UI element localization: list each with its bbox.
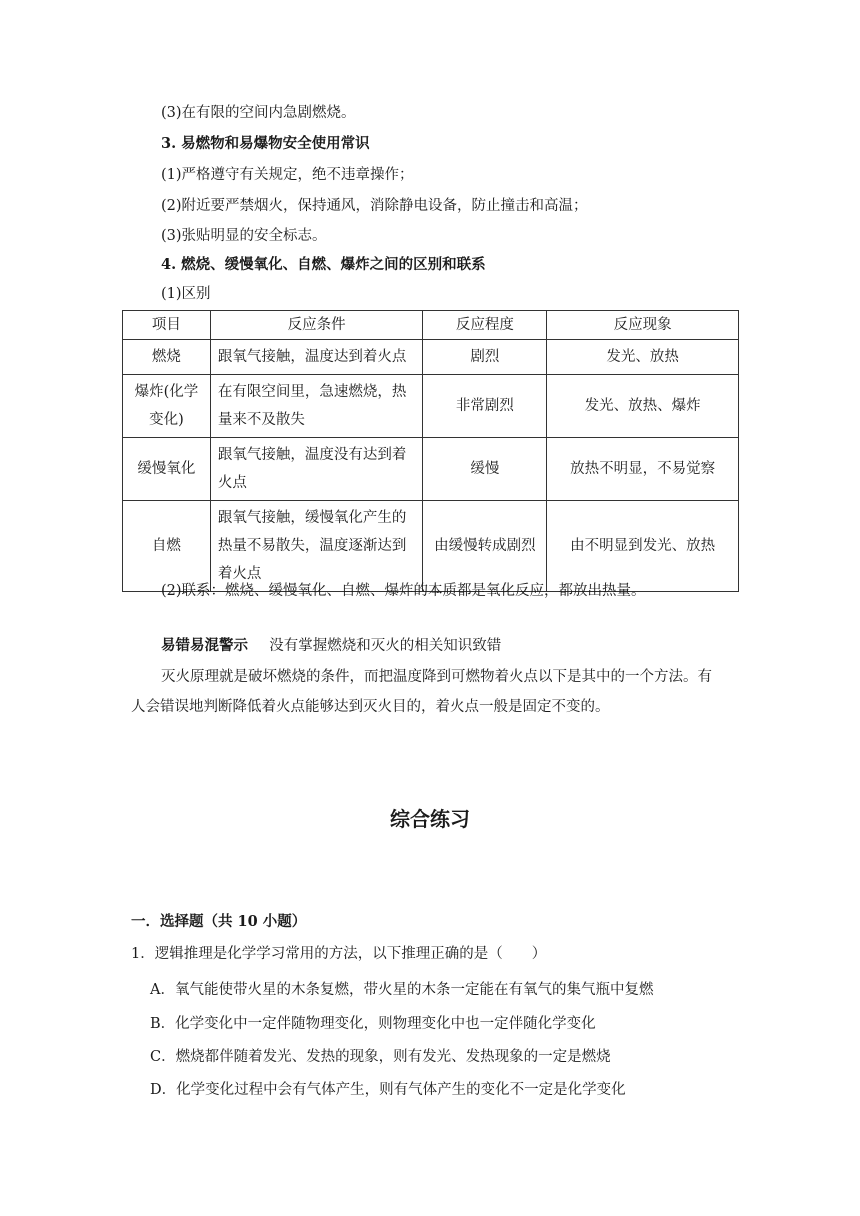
warning-heading — [161, 636, 501, 656]
table-cell: 在有限空间里，急速燃烧，热量来不及散失 — [210, 375, 423, 438]
table-cell: 燃烧 — [123, 340, 211, 375]
question-option: D．化学变化过程中会有气体产生，则有气体产生的变化不一定是化学变化 — [150, 1082, 626, 1098]
subheading: 3. 易燃物和易爆物安全使用常识 — [161, 135, 370, 152]
comparison-table — [122, 310, 739, 592]
question-option: A．氧气能使带火星的木条复燃，带火星的木条一定能在有氧气的集气瓶中复燃 — [150, 982, 654, 998]
warning-title: 没有掌握燃烧和灭火的相关知识致错 — [269, 638, 502, 654]
text-line: (1)严格遵守有关规定，绝不违章操作； — [161, 167, 414, 183]
text-line: (3)张贴明显的安全标志。 — [161, 228, 327, 244]
quiz-heading: 一．选择题（共 10 小题） — [131, 913, 307, 930]
warning-paragraph-line: 灭火原理就是破坏燃烧的条件，而把温度降到可燃物着火点以下是其中的一个方法。有 — [161, 669, 712, 685]
table-row — [123, 438, 739, 501]
table-row — [123, 375, 739, 438]
table-header-cell: 反应现象 — [547, 311, 739, 340]
table-cell: 剧烈 — [423, 340, 547, 375]
text-line: (2)附近要严禁烟火，保持通风，消除静电设备，防止撞击和高温； — [161, 198, 588, 214]
table-cell: 跟氧气接触，温度没有达到着火点 — [210, 438, 423, 501]
section-title: 综合练习 — [390, 807, 470, 831]
relation-text: (2)联系：燃烧、缓慢氧化、自燃、爆炸的本质都是氧化反应，都放出热量。 — [161, 583, 646, 599]
table-header-cell: 项目 — [123, 311, 211, 340]
question-option: C．燃烧都伴随着发光、发热的现象，则有发光、发热现象的一定是燃烧 — [150, 1049, 611, 1065]
table-cell: 缓慢氧化 — [123, 438, 211, 501]
table-cell: 放热不明显，不易觉察 — [547, 438, 739, 501]
table-header-cell: 反应程度 — [423, 311, 547, 340]
table-header-cell: 反应条件 — [210, 311, 423, 340]
table-cell: 缓慢 — [423, 438, 547, 501]
table-cell: 跟氧气接触，缓慢氧化产生的热量不易散失，温度逐渐达到着火点 — [210, 501, 423, 592]
text-line: (3)在有限的空间内急剧燃烧。 — [161, 105, 356, 121]
text-line: (1)区别 — [161, 286, 211, 302]
table-cell: 发光、放热 — [547, 340, 739, 375]
table-cell: 由缓慢转成剧烈 — [423, 501, 547, 592]
table-cell: 发光、放热、爆炸 — [547, 375, 739, 438]
table-cell: 由不明显到发光、放热 — [547, 501, 739, 592]
table-cell: 爆炸(化学变化) — [123, 375, 211, 438]
table-cell: 非常剧烈 — [423, 375, 547, 438]
table-row — [123, 501, 739, 592]
table-cell: 跟氧气接触，温度达到着火点 — [210, 340, 423, 375]
table-cell: 自燃 — [123, 501, 211, 592]
table-row — [123, 340, 739, 375]
question-stem: 1．逻辑推理是化学学习常用的方法，以下推理正确的是（ ） — [131, 946, 547, 962]
subheading: 4. 燃烧、缓慢氧化、自燃、爆炸之间的区别和联系 — [161, 256, 486, 273]
question-option: B．化学变化中一定伴随物理变化，则物理变化中也一定伴随化学变化 — [150, 1016, 596, 1032]
warning-label: 易错易混警示 — [161, 637, 248, 654]
table-header-row — [123, 311, 739, 340]
warning-paragraph-line: 人会错误地判断降低着火点能够达到灭火目的，着火点一般是固定不变的。 — [131, 699, 610, 715]
